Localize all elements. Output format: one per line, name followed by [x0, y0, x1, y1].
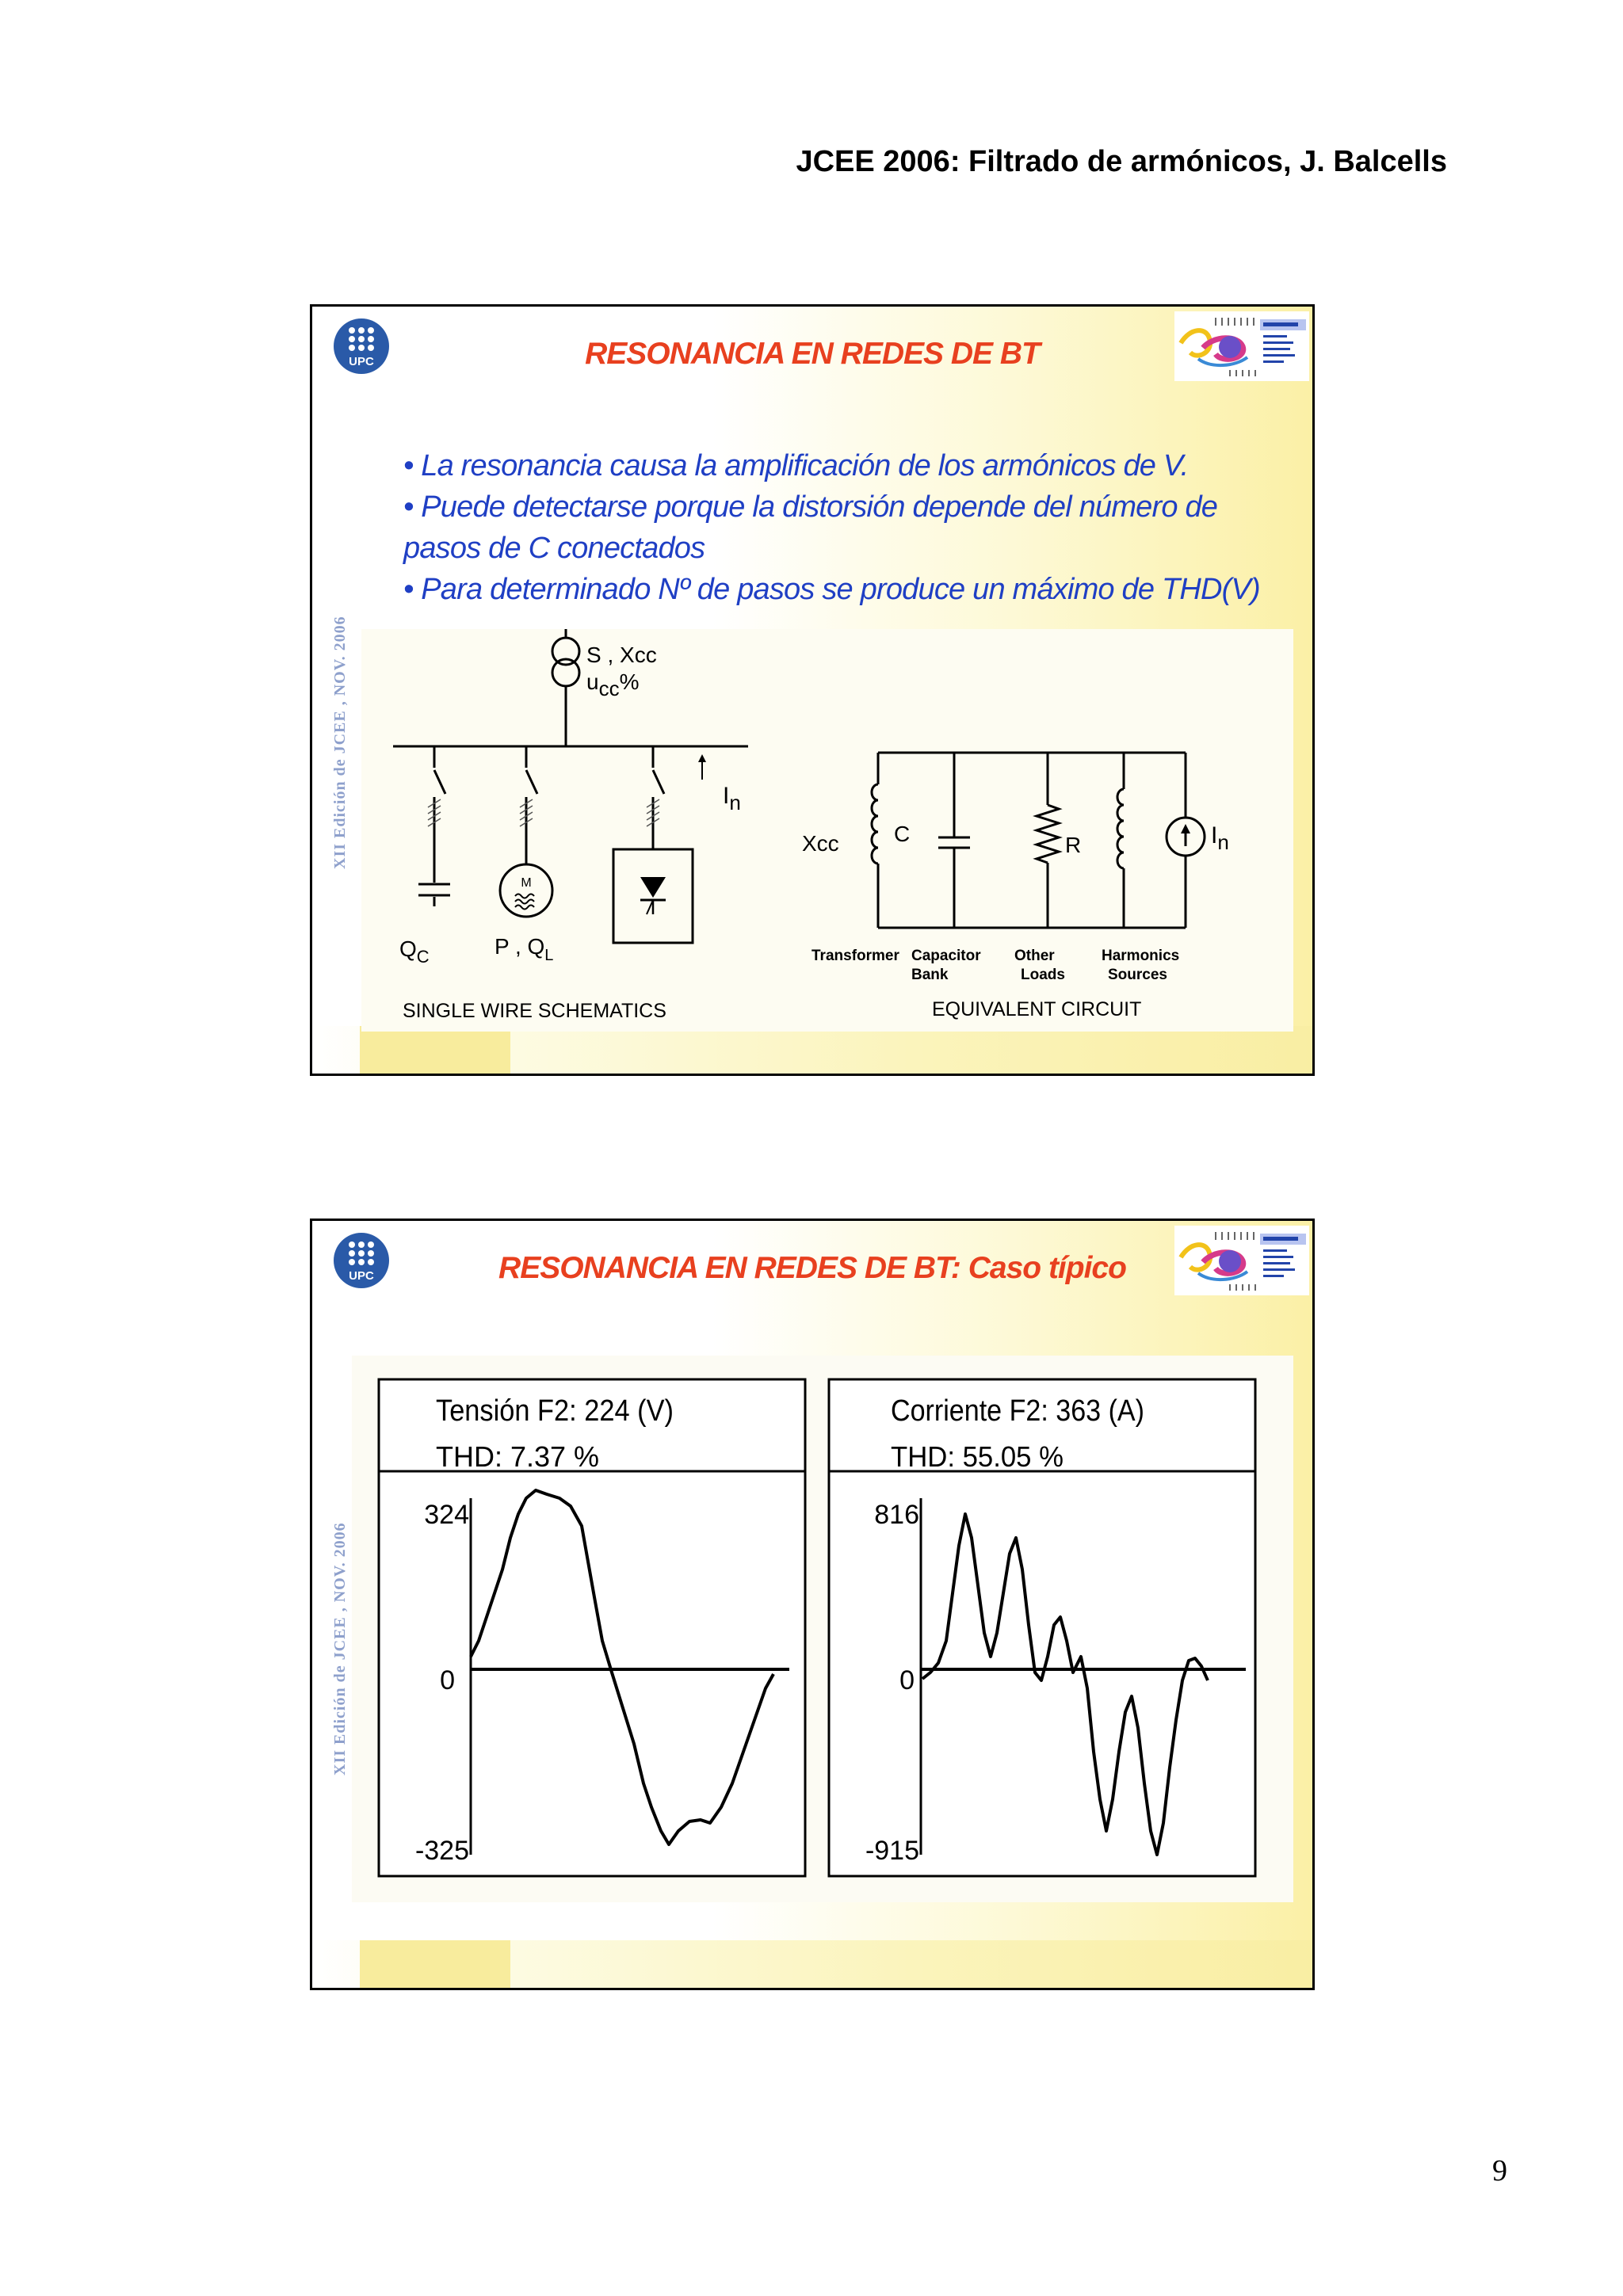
voltage-ymin: -325 — [414, 1836, 469, 1866]
slide-footer-block — [360, 1940, 510, 1988]
current-arrow-icon — [698, 754, 706, 780]
label-other-2: Loads — [1021, 967, 1065, 983]
current-ymax: 816 — [874, 1500, 919, 1530]
page-header: JCEE 2006: Filtrado de armónicos, J. Balcells — [796, 145, 1447, 178]
slide-side-caption: XII Edición de JCEE , NOV. 2006 — [331, 616, 349, 869]
current-thd: THD: 55.05 % — [891, 1440, 1064, 1473]
voltage-title: Tensión F2: 224 (V) — [436, 1394, 674, 1428]
upc-logo-text: UPC — [349, 355, 374, 368]
bullet-item: • Para determinado Nº de pasos se produce un máximo de THD(V) — [403, 573, 1260, 606]
in-source-label: In — [1211, 822, 1229, 854]
bullet-item: • Puede detectarse porque la distorsión depende del número de — [403, 490, 1218, 524]
single-wire-schematic — [393, 629, 748, 943]
bullet-item: pasos de C conectados — [403, 532, 705, 565]
current-ymin: -915 — [865, 1836, 919, 1866]
voltage-thd: THD: 7.37 % — [436, 1440, 599, 1473]
pql-label: P , $Q_L$ — [495, 934, 554, 964]
oscilloscope-panel — [352, 1356, 1293, 1902]
label-harmonics-2: Sources — [1108, 967, 1167, 983]
label-capacitor: Capacitor — [911, 948, 981, 964]
source-label: S , Xcc — [586, 643, 657, 667]
current-title: Corriente F2: 363 (A) — [891, 1394, 1144, 1428]
bullet-list — [403, 445, 1259, 610]
slide-title: RESONANCIA EN REDES DE BT: Caso típico — [498, 1251, 1126, 1285]
r-label: R — [1065, 833, 1082, 857]
slide-side-caption: XII Edición de JCEE , NOV. 2006 — [331, 1522, 349, 1775]
upc-logo-text: UPC — [349, 1269, 374, 1283]
component-labels — [812, 948, 1179, 983]
slide-typical-case — [310, 1219, 1315, 1990]
xcc-label: Xcc — [802, 831, 839, 856]
slide-footer-block — [360, 1026, 510, 1074]
thyristor-icon — [640, 877, 666, 914]
slide-resonance — [310, 304, 1315, 1076]
page-number: 9 — [1492, 2154, 1507, 2187]
voltage-yzero: 0 — [440, 1665, 455, 1695]
schematic-caption: SINGLE WIRE SCHEMATICS — [403, 1000, 666, 1022]
current-scope — [829, 1379, 1255, 1876]
slide-title: RESONANCIA EN REDES DE BT — [585, 337, 1040, 371]
label-capacitor-2: Bank — [911, 967, 949, 983]
waveform-captures — [352, 1356, 1293, 1902]
current-source-arrow-icon — [1181, 824, 1190, 833]
label-harmonics: Harmonics — [1102, 948, 1180, 964]
voltage-scope — [379, 1379, 805, 1876]
equivalent-circuit — [872, 753, 1205, 928]
circuit-diagrams — [361, 629, 1293, 1032]
ucc-label: ucc% — [586, 669, 640, 700]
equivalent-caption: EQUIVALENT CIRCUIT — [932, 998, 1142, 1020]
qc-label: $Q_C$ — [399, 936, 430, 967]
schematic-in-label: In — [723, 783, 741, 814]
diagram-panel — [361, 629, 1293, 1032]
ac-wave-icon — [515, 894, 534, 910]
motor-label: M — [521, 876, 532, 890]
voltage-ymax: 324 — [424, 1500, 469, 1530]
breaker-hatches — [428, 799, 659, 826]
label-transformer: Transformer — [812, 948, 899, 964]
current-yzero: 0 — [899, 1665, 915, 1695]
c-label: C — [894, 822, 911, 846]
label-other: Other — [1014, 948, 1055, 964]
bullet-item: • La resonancia causa la amplificación de los armónicos de V. — [403, 449, 1189, 482]
